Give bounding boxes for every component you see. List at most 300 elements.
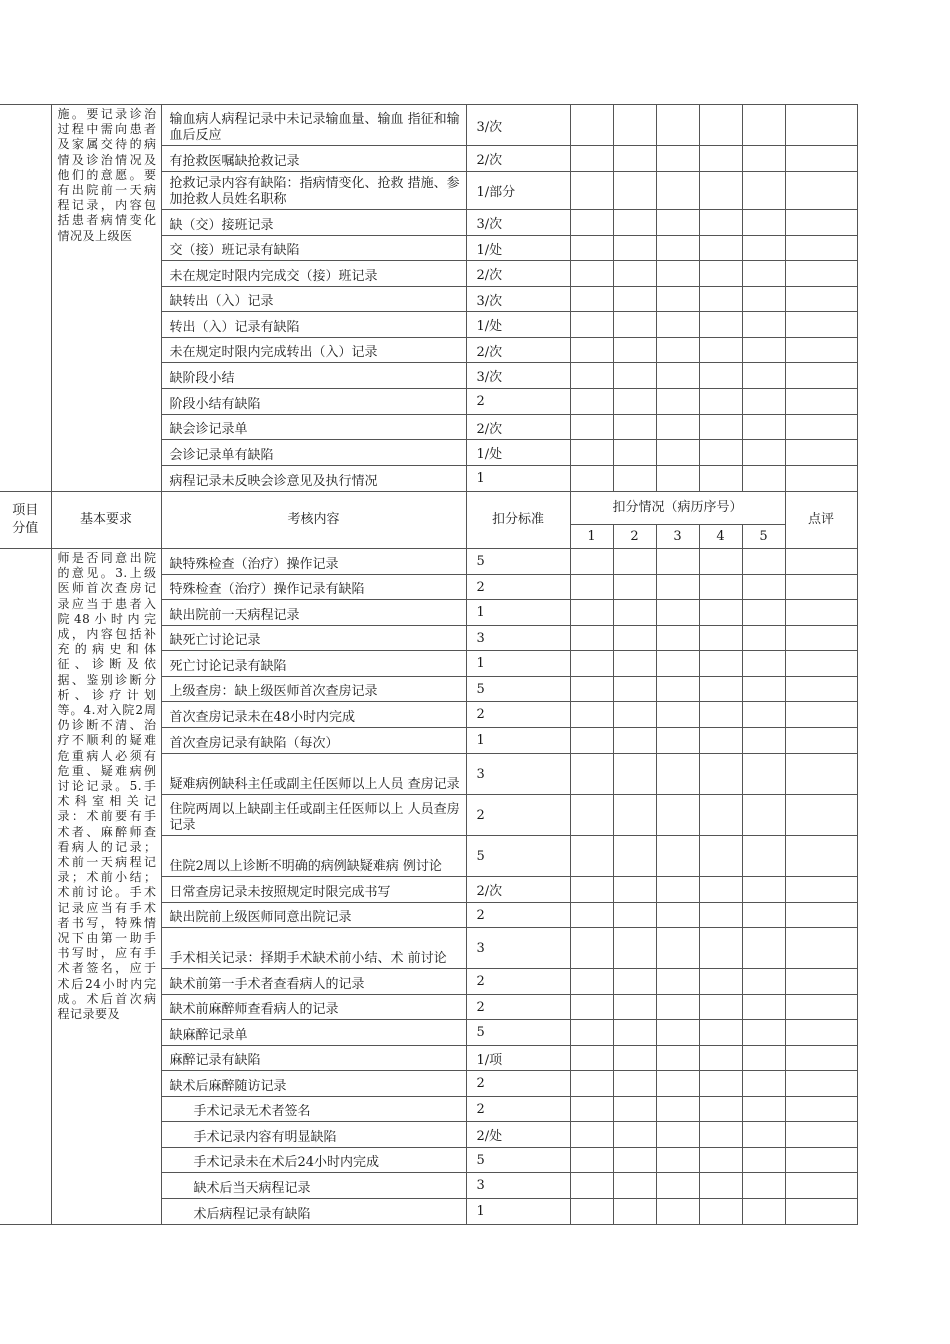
deduction-cell-2[interactable] [613, 728, 656, 754]
deduction-cell-3[interactable] [656, 105, 699, 146]
deduction-cell-5[interactable] [742, 1148, 785, 1173]
deduction-cell-3[interactable] [656, 626, 699, 651]
deduction-standard: 5 [466, 836, 570, 877]
audit-table-section1 [0, 104, 858, 492]
deduction-cell-3[interactable] [656, 969, 699, 995]
deduction-cell-3[interactable] [656, 1199, 699, 1225]
review-cell[interactable] [785, 1122, 857, 1148]
review-cell[interactable] [785, 702, 857, 728]
deduction-standard: 1/处 [466, 312, 570, 338]
deduction-cell-4[interactable] [699, 415, 742, 440]
deduction-cell-3[interactable] [656, 389, 699, 415]
deduction-standard: 1 [466, 466, 570, 492]
deduction-cell-1[interactable] [570, 389, 613, 415]
review-cell[interactable] [785, 415, 857, 440]
check-content: 手术记录无术者签名 [161, 1097, 466, 1122]
review-cell[interactable] [785, 754, 857, 795]
record-number-1: 1 [570, 525, 613, 549]
deduction-cell-1[interactable] [570, 105, 613, 146]
deduction-cell-2[interactable] [613, 261, 656, 287]
deduction-cell-4[interactable] [699, 728, 742, 754]
deduction-cell-1[interactable] [570, 415, 613, 440]
deduction-cell-4[interactable] [699, 836, 742, 877]
deduction-cell-4[interactable] [699, 626, 742, 651]
deduction-cell-2[interactable] [613, 1020, 656, 1046]
deduction-cell-5[interactable] [742, 363, 785, 389]
table-row [0, 105, 857, 146]
deduction-cell-5[interactable] [742, 877, 785, 903]
deduction-standard: 2 [466, 995, 570, 1020]
deduction-cell-2[interactable] [613, 389, 656, 415]
deduction-cell-1[interactable] [570, 1046, 613, 1071]
deduction-cell-5[interactable] [742, 549, 785, 575]
deduction-standard: 1/处 [466, 440, 570, 466]
deduction-cell-4[interactable] [699, 651, 742, 677]
deduction-cell-4[interactable] [699, 702, 742, 728]
deduction-cell-4[interactable] [699, 1046, 742, 1071]
deduction-cell-3[interactable] [656, 1122, 699, 1148]
deduction-cell-1[interactable] [570, 338, 613, 363]
review-cell[interactable] [785, 795, 857, 836]
deduction-standard: 2 [466, 702, 570, 728]
deduction-cell-3[interactable] [656, 466, 699, 492]
deduction-cell-3[interactable] [656, 928, 699, 969]
deduction-cell-2[interactable] [613, 877, 656, 903]
deduction-cell-5[interactable] [742, 105, 785, 146]
deduction-cell-5[interactable] [742, 1199, 785, 1225]
deduction-cell-2[interactable] [613, 928, 656, 969]
requirement-text: 施。要记录诊治过程中需向患者及家属交待的病情及诊治情况及他们的意愿。要有出院前一天病程记录，内容包括患者病情变化情况及上级医 [51, 105, 161, 492]
deduction-cell-2[interactable] [613, 172, 656, 210]
review-cell[interactable] [785, 105, 857, 146]
review-cell[interactable] [785, 1071, 857, 1097]
deduction-standard: 1 [466, 728, 570, 754]
deduction-cell-5[interactable] [742, 651, 785, 677]
deduction-cell-1[interactable] [570, 172, 613, 210]
deduction-cell-4[interactable] [699, 312, 742, 338]
check-content: 未在规定时限内完成交（接）班记录 [161, 261, 466, 287]
deduction-cell-5[interactable] [742, 415, 785, 440]
deduction-cell-4[interactable] [699, 1020, 742, 1046]
deduction-standard: 2 [466, 969, 570, 995]
deduction-cell-3[interactable] [656, 795, 699, 836]
review-cell[interactable] [785, 995, 857, 1020]
deduction-cell-1[interactable] [570, 928, 613, 969]
deduction-cell-4[interactable] [699, 995, 742, 1020]
deduction-cell-5[interactable] [742, 1122, 785, 1148]
deduction-cell-4[interactable] [699, 105, 742, 146]
review-cell[interactable] [785, 312, 857, 338]
deduction-cell-2[interactable] [613, 651, 656, 677]
deduction-cell-3[interactable] [656, 677, 699, 702]
deduction-cell-1[interactable] [570, 903, 613, 928]
basic-requirement-header: 基本要求 [51, 492, 161, 549]
deduction-cell-5[interactable] [742, 795, 785, 836]
review-cell[interactable] [785, 877, 857, 903]
deduction-cell-5[interactable] [742, 626, 785, 651]
deduction-cell-1[interactable] [570, 1020, 613, 1046]
deduction-cell-1[interactable] [570, 651, 613, 677]
check-content: 缺出院前一天病程记录 [161, 600, 466, 626]
deduction-cell-4[interactable] [699, 172, 742, 210]
deduction-cell-2[interactable] [613, 287, 656, 312]
deduction-cell-4[interactable] [699, 1173, 742, 1199]
review-cell[interactable] [785, 575, 857, 600]
deduction-cell-2[interactable] [613, 575, 656, 600]
deduction-standard: 1/项 [466, 1046, 570, 1071]
deduction-cell-3[interactable] [656, 651, 699, 677]
deduction-cell-1[interactable] [570, 363, 613, 389]
deduction-cell-4[interactable] [699, 210, 742, 236]
deduction-standard: 2/次 [466, 338, 570, 363]
deduction-cell-5[interactable] [742, 236, 785, 261]
deduction-cell-1[interactable] [570, 146, 613, 172]
review-cell[interactable] [785, 903, 857, 928]
deduction-cell-4[interactable] [699, 466, 742, 492]
review-cell[interactable] [785, 1097, 857, 1122]
deduction-standard: 2/次 [466, 877, 570, 903]
deduction-cell-5[interactable] [742, 1071, 785, 1097]
deduction-cell-4[interactable] [699, 549, 742, 575]
deduction-cell-5[interactable] [742, 1020, 785, 1046]
deduction-cell-4[interactable] [699, 389, 742, 415]
deduction-cell-2[interactable] [613, 549, 656, 575]
deduction-cell-2[interactable] [613, 903, 656, 928]
deduction-cell-1[interactable] [570, 261, 613, 287]
deduction-cell-4[interactable] [699, 261, 742, 287]
deduction-cell-3[interactable] [656, 575, 699, 600]
deduction-cell-3[interactable] [656, 1148, 699, 1173]
deduction-cell-2[interactable] [613, 1173, 656, 1199]
deduction-cell-5[interactable] [742, 928, 785, 969]
review-cell[interactable] [785, 363, 857, 389]
deduction-cell-5[interactable] [742, 389, 785, 415]
deduction-cell-4[interactable] [699, 795, 742, 836]
deduction-cell-5[interactable] [742, 1173, 785, 1199]
deduction-cell-5[interactable] [742, 210, 785, 236]
check-content: 缺特殊检查（治疗）操作记录 [161, 549, 466, 575]
check-content: 术后病程记录有缺陷 [161, 1199, 466, 1225]
deduction-cell-5[interactable] [742, 312, 785, 338]
deduction-cell-3[interactable] [656, 1071, 699, 1097]
check-content: 缺会诊记录单 [161, 415, 466, 440]
deduction-cell-2[interactable] [613, 969, 656, 995]
deduction-cell-1[interactable] [570, 1071, 613, 1097]
deduction-cell-3[interactable] [656, 1097, 699, 1122]
deduction-cell-2[interactable] [613, 338, 656, 363]
deduction-cell-1[interactable] [570, 969, 613, 995]
review-cell[interactable] [785, 549, 857, 575]
deduction-cell-1[interactable] [570, 795, 613, 836]
deduction-standard: 1/处 [466, 236, 570, 261]
deduction-cell-4[interactable] [699, 1148, 742, 1173]
deduction-cell-2[interactable] [613, 1199, 656, 1225]
deduction-cell-4[interactable] [699, 287, 742, 312]
deduction-cell-2[interactable] [613, 363, 656, 389]
deduction-cell-1[interactable] [570, 702, 613, 728]
deduction-cell-1[interactable] [570, 600, 613, 626]
item-score-cell [0, 105, 51, 492]
deduction-standard: 2 [466, 1097, 570, 1122]
deduction-cell-3[interactable] [656, 600, 699, 626]
review-cell[interactable] [785, 969, 857, 995]
check-content: 日常查房记录未按照规定时限完成书写 [161, 877, 466, 903]
deduction-cell-4[interactable] [699, 363, 742, 389]
deduction-cell-1[interactable] [570, 836, 613, 877]
deduction-cell-1[interactable] [570, 549, 613, 575]
deduction-cell-5[interactable] [742, 1097, 785, 1122]
check-content: 死亡讨论记录有缺陷 [161, 651, 466, 677]
deduction-cell-5[interactable] [742, 146, 785, 172]
deduction-standard: 1/部分 [466, 172, 570, 210]
check-content: 缺术后当天病程记录 [161, 1173, 466, 1199]
deduction-cell-5[interactable] [742, 1046, 785, 1071]
deduction-cell-2[interactable] [613, 795, 656, 836]
deduction-cell-2[interactable] [613, 440, 656, 466]
deduction-cell-3[interactable] [656, 363, 699, 389]
check-content: 缺术前第一手术者查看病人的记录 [161, 969, 466, 995]
check-content: 缺术前麻醉师查看病人的记录 [161, 995, 466, 1020]
check-content: 手术相关记录：择期手术缺术前小结、术 前讨论 [161, 928, 466, 969]
deduction-cell-4[interactable] [699, 146, 742, 172]
review-cell[interactable] [785, 172, 857, 210]
deduction-cell-5[interactable] [742, 677, 785, 702]
deduction-cell-5[interactable] [742, 702, 785, 728]
review-cell[interactable] [785, 651, 857, 677]
deduction-cell-3[interactable] [656, 836, 699, 877]
deduction-cell-2[interactable] [613, 1148, 656, 1173]
deduction-cell-4[interactable] [699, 338, 742, 363]
review-cell[interactable] [785, 1020, 857, 1046]
deduction-cell-5[interactable] [742, 338, 785, 363]
review-cell[interactable] [785, 261, 857, 287]
deduction-cell-3[interactable] [656, 877, 699, 903]
check-content: 麻醉记录有缺陷 [161, 1046, 466, 1071]
table-header [0, 491, 858, 549]
check-content: 特殊检查（治疗）操作记录有缺陷 [161, 575, 466, 600]
item-score-cell [0, 549, 51, 1225]
deduction-standard: 2 [466, 575, 570, 600]
record-number-2: 2 [613, 525, 656, 549]
review-header: 点评 [785, 492, 857, 549]
deduction-cell-1[interactable] [570, 1199, 613, 1225]
deduction-cell-2[interactable] [613, 995, 656, 1020]
deduction-cell-2[interactable] [613, 836, 656, 877]
deduction-cell-3[interactable] [656, 903, 699, 928]
review-cell[interactable] [785, 210, 857, 236]
deduction-cell-5[interactable] [742, 728, 785, 754]
check-content: 手术记录内容有明显缺陷 [161, 1122, 466, 1148]
deduction-cell-2[interactable] [613, 105, 656, 146]
review-cell[interactable] [785, 728, 857, 754]
deduction-cell-3[interactable] [656, 261, 699, 287]
review-cell[interactable] [785, 440, 857, 466]
deduction-cell-4[interactable] [699, 928, 742, 969]
deduction-cell-5[interactable] [742, 172, 785, 210]
review-cell[interactable] [785, 836, 857, 877]
deduction-standard: 5 [466, 1148, 570, 1173]
deduction-cell-2[interactable] [613, 1122, 656, 1148]
deduction-cell-1[interactable] [570, 440, 613, 466]
deduction-cell-3[interactable] [656, 287, 699, 312]
deduction-standard: 2/次 [466, 146, 570, 172]
deduction-cell-5[interactable] [742, 575, 785, 600]
deduction-cell-3[interactable] [656, 754, 699, 795]
deduction-standard: 3 [466, 1173, 570, 1199]
deduction-cell-4[interactable] [699, 1071, 742, 1097]
review-cell[interactable] [785, 146, 857, 172]
deduction-cell-1[interactable] [570, 754, 613, 795]
deduction-cell-2[interactable] [613, 210, 656, 236]
deduction-cell-3[interactable] [656, 1020, 699, 1046]
review-cell[interactable] [785, 389, 857, 415]
deduction-cell-3[interactable] [656, 210, 699, 236]
deduction-cell-1[interactable] [570, 575, 613, 600]
deduction-cell-3[interactable] [656, 338, 699, 363]
review-cell[interactable] [785, 1199, 857, 1225]
deduction-cell-1[interactable] [570, 677, 613, 702]
check-content: 缺阶段小结 [161, 363, 466, 389]
deduction-cell-5[interactable] [742, 754, 785, 795]
check-content: 住院两周以上缺副主任或副主任医师以上 人员查房记录 [161, 795, 466, 836]
review-cell[interactable] [785, 287, 857, 312]
table-row [0, 549, 857, 575]
review-cell[interactable] [785, 466, 857, 492]
deduction-cell-5[interactable] [742, 836, 785, 877]
deduction-cell-5[interactable] [742, 287, 785, 312]
review-cell[interactable] [785, 1046, 857, 1071]
deduction-cell-2[interactable] [613, 1046, 656, 1071]
deduction-cell-4[interactable] [699, 440, 742, 466]
requirement-text: 师是否同意出院的意见。3.上级医师首次查房记录应当于患者入院48小时内完成，内容包括补充的病史和体征、诊断及依据、鉴别诊断分析、诊疗计划等。4.对入院2周仍诊断不清、治疗不顺利的疑难危重病人必须有危重、疑难病例讨论记录。5.手术科室相关记录：术前要有手术者、麻醉师查看病人的记录；术前一天病程记录；术前小结；术前讨论。手术记录应当有手术者书写，特殊情况下由第一助手书写时，应有手术者签名，应于术后24小时内完成。术后首次病程记录要及 [51, 549, 161, 1225]
deduction-cell-5[interactable] [742, 261, 785, 287]
deduction-cell-2[interactable] [613, 677, 656, 702]
deduction-cell-5[interactable] [742, 903, 785, 928]
deduction-cell-3[interactable] [656, 549, 699, 575]
deduction-cell-3[interactable] [656, 995, 699, 1020]
deduction-cell-2[interactable] [613, 702, 656, 728]
deduction-cell-1[interactable] [570, 312, 613, 338]
deduction-standard: 2/次 [466, 415, 570, 440]
deduction-standard: 1 [466, 1199, 570, 1225]
deduction-cell-1[interactable] [570, 1173, 613, 1199]
deduction-standard: 2/次 [466, 261, 570, 287]
deduction-cell-4[interactable] [699, 1122, 742, 1148]
deduction-cell-4[interactable] [699, 903, 742, 928]
deduction-cell-1[interactable] [570, 995, 613, 1020]
review-cell[interactable] [785, 1148, 857, 1173]
review-cell[interactable] [785, 1173, 857, 1199]
deduction-cell-1[interactable] [570, 1148, 613, 1173]
deduction-cell-2[interactable] [613, 466, 656, 492]
deduction-standard: 5 [466, 1020, 570, 1046]
deduction-cell-3[interactable] [656, 1173, 699, 1199]
review-cell[interactable] [785, 600, 857, 626]
deduction-cell-2[interactable] [613, 1097, 656, 1122]
check-content: 抢救记录内容有缺陷：指病情变化、抢救 措施、参加抢救人员姓名职称 [161, 172, 466, 210]
deduction-cell-3[interactable] [656, 415, 699, 440]
check-content: 住院2周以上诊断不明确的病例缺疑难病 例讨论 [161, 836, 466, 877]
deduction-cell-1[interactable] [570, 728, 613, 754]
deduction-cell-3[interactable] [656, 312, 699, 338]
deduction-cell-1[interactable] [570, 236, 613, 261]
review-cell[interactable] [785, 338, 857, 363]
check-content: 缺转出（入）记录 [161, 287, 466, 312]
deduction-cell-5[interactable] [742, 995, 785, 1020]
deduction-cell-4[interactable] [699, 677, 742, 702]
review-cell[interactable] [785, 626, 857, 651]
deduction-cell-1[interactable] [570, 877, 613, 903]
deduction-header: 扣分情况（病历序号） [570, 492, 785, 525]
deduction-cell-4[interactable] [699, 236, 742, 261]
deduction-cell-2[interactable] [613, 146, 656, 172]
deduction-standard: 2/处 [466, 1122, 570, 1148]
deduction-standard: 3 [466, 626, 570, 651]
deduction-cell-3[interactable] [656, 172, 699, 210]
deduction-cell-1[interactable] [570, 1097, 613, 1122]
deduction-cell-2[interactable] [613, 754, 656, 795]
check-content: 首次查房记录未在48小时内完成 [161, 702, 466, 728]
check-content: 有抢救医嘱缺抢救记录 [161, 146, 466, 172]
deduction-cell-1[interactable] [570, 626, 613, 651]
deduction-cell-3[interactable] [656, 728, 699, 754]
deduction-cell-4[interactable] [699, 1199, 742, 1225]
deduction-cell-3[interactable] [656, 1046, 699, 1071]
deduction-cell-1[interactable] [570, 287, 613, 312]
review-cell[interactable] [785, 236, 857, 261]
deduction-cell-2[interactable] [613, 312, 656, 338]
deduction-cell-1[interactable] [570, 466, 613, 492]
record-number-3: 3 [656, 525, 699, 549]
check-content: 未在规定时限内完成转出（入）记录 [161, 338, 466, 363]
deduction-cell-5[interactable] [742, 440, 785, 466]
deduction-cell-1[interactable] [570, 1122, 613, 1148]
deduction-cell-4[interactable] [699, 1097, 742, 1122]
deduction-cell-3[interactable] [656, 236, 699, 261]
deduction-cell-2[interactable] [613, 236, 656, 261]
check-content: 病程记录未反映会诊意见及执行情况 [161, 466, 466, 492]
deduction-cell-2[interactable] [613, 600, 656, 626]
deduction-cell-4[interactable] [699, 969, 742, 995]
deduction-cell-2[interactable] [613, 415, 656, 440]
review-cell[interactable] [785, 677, 857, 702]
deduction-cell-2[interactable] [613, 626, 656, 651]
deduction-cell-4[interactable] [699, 600, 742, 626]
deduction-cell-4[interactable] [699, 575, 742, 600]
deduction-cell-3[interactable] [656, 440, 699, 466]
deduction-cell-3[interactable] [656, 146, 699, 172]
deduction-standard: 2 [466, 1071, 570, 1097]
review-cell[interactable] [785, 928, 857, 969]
deduction-cell-3[interactable] [656, 702, 699, 728]
deduction-cell-5[interactable] [742, 466, 785, 492]
check-content: 缺术后麻醉随访记录 [161, 1071, 466, 1097]
content-header: 考核内容 [161, 492, 466, 549]
deduction-standard: 3/次 [466, 287, 570, 312]
check-content: 缺麻醉记录单 [161, 1020, 466, 1046]
deduction-cell-2[interactable] [613, 1071, 656, 1097]
check-content: 缺（交）接班记录 [161, 210, 466, 236]
deduction-cell-5[interactable] [742, 600, 785, 626]
deduction-cell-1[interactable] [570, 210, 613, 236]
check-content: 首次查房记录有缺陷（每次） [161, 728, 466, 754]
deduction-cell-4[interactable] [699, 877, 742, 903]
audit-table-section2 [0, 548, 858, 1225]
standard-header: 扣分标准 [466, 492, 570, 549]
deduction-cell-5[interactable] [742, 969, 785, 995]
deduction-standard: 3/次 [466, 105, 570, 146]
deduction-cell-4[interactable] [699, 754, 742, 795]
